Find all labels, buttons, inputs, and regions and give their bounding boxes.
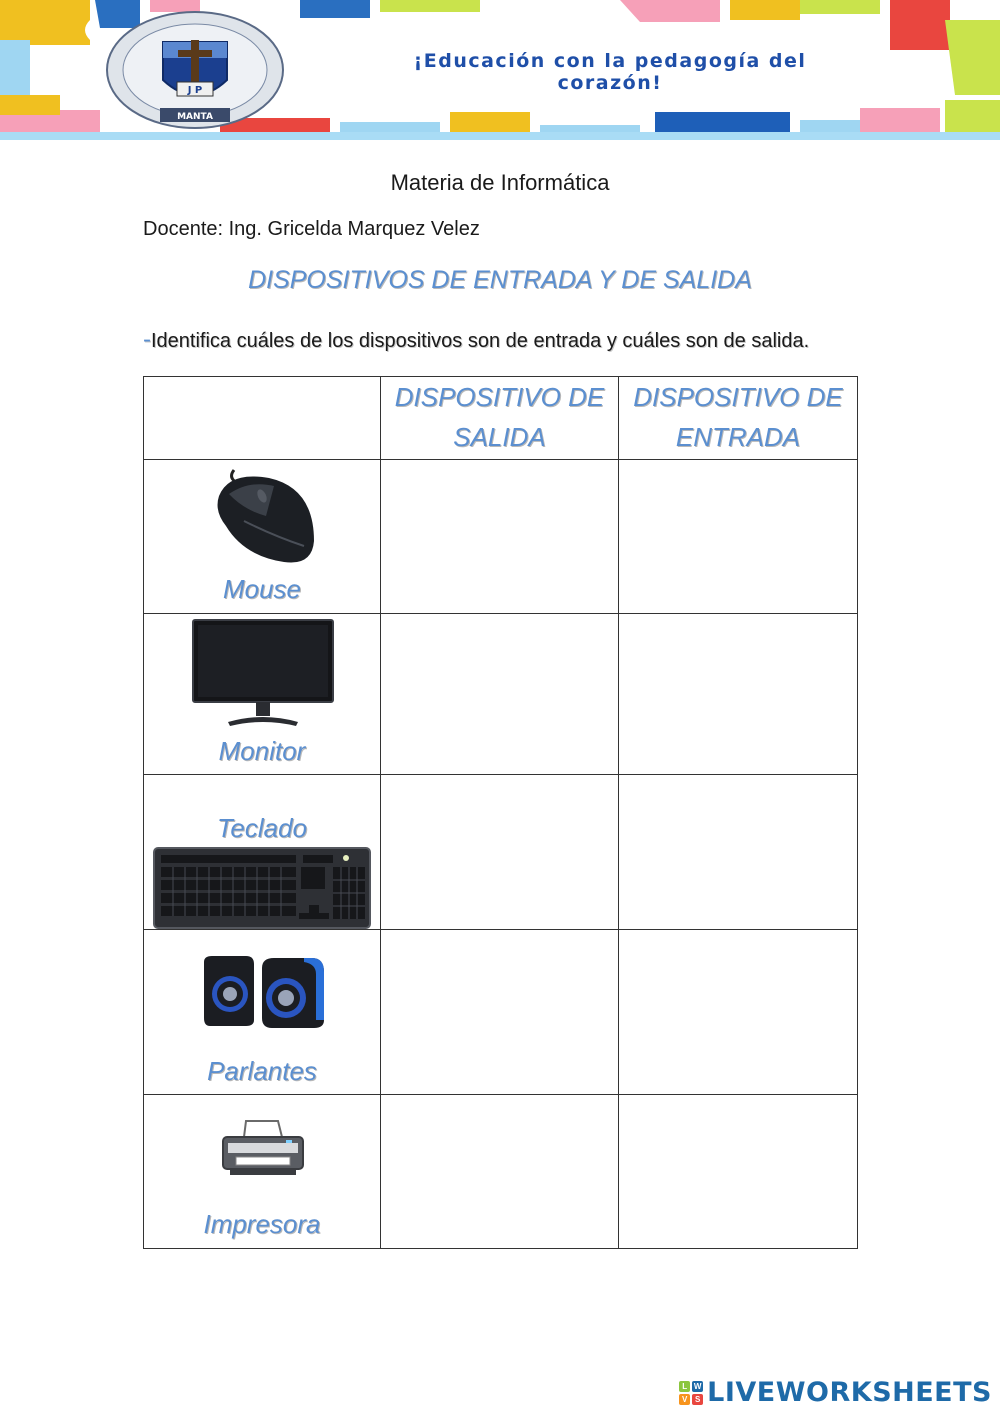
- printer-icon: [220, 1119, 306, 1179]
- liveworksheets-brand: LIVEWORKSHEETS: [707, 1377, 992, 1408]
- brand-icon-letter: S: [692, 1394, 703, 1405]
- brand-icon-letter: W: [693, 1381, 702, 1391]
- device-label: Impresora: [203, 1209, 321, 1239]
- slogan-line-1: ¡Educación con la pedagogía del: [413, 50, 807, 72]
- seal-initials: J P: [187, 85, 203, 96]
- device-cell-speakers: [144, 930, 381, 1095]
- answer-cell-output[interactable]: [381, 614, 619, 775]
- answer-cell-input[interactable]: [619, 460, 858, 614]
- column-header-output: DISPOSITIVO DE SALIDA: [381, 377, 619, 460]
- teacher-name: Docente: Ing. Gricelda Marquez Velez: [143, 218, 480, 240]
- table-row: [144, 775, 858, 930]
- table-row: [144, 614, 858, 775]
- device-label: Teclado: [216, 813, 308, 843]
- instruction-dash: -: [143, 326, 151, 353]
- answer-cell-input[interactable]: [619, 930, 858, 1095]
- device-cell-mouse: [144, 460, 381, 614]
- table-row: [144, 930, 858, 1095]
- worksheet-title: DISPOSITIVOS DE ENTRADA Y DE SALIDA: [248, 266, 752, 294]
- instruction-text: [143, 326, 809, 354]
- school-seal-logo: [105, 10, 285, 130]
- answer-cell-input[interactable]: [619, 614, 858, 775]
- monitor-icon: [192, 618, 334, 730]
- keyboard-icon: [153, 847, 371, 929]
- answer-cell-output[interactable]: [381, 460, 619, 614]
- seal-city: MANTA: [177, 112, 213, 122]
- liveworksheets-icon: [679, 1381, 703, 1405]
- answer-cell-input[interactable]: [619, 1095, 858, 1249]
- speakers-icon: [200, 954, 328, 1030]
- school-slogan: [340, 50, 880, 94]
- device-cell-monitor: [144, 614, 381, 775]
- answer-cell-input[interactable]: [619, 775, 858, 930]
- answer-cell-output[interactable]: [381, 1095, 619, 1249]
- device-label: Monitor: [218, 736, 306, 766]
- brand-icon-letter: V: [679, 1394, 690, 1405]
- subject-heading: Materia de Informática: [390, 170, 610, 195]
- device-label: Parlantes: [207, 1056, 317, 1086]
- header-banner: [0, 0, 1000, 140]
- slogan-line-2: corazón!: [557, 72, 663, 94]
- liveworksheets-logo[interactable]: [679, 1377, 992, 1408]
- device-label: Mouse: [222, 574, 302, 604]
- brand-icon-letter: L: [679, 1381, 690, 1392]
- table-header-row: [144, 377, 858, 460]
- column-header-input: DISPOSITIVO DE ENTRADA: [619, 377, 858, 460]
- answer-cell-output[interactable]: [381, 775, 619, 930]
- table-row: [144, 460, 858, 614]
- devices-table: [143, 376, 858, 1249]
- device-cell-keyboard: [144, 775, 381, 930]
- instruction-body: Identifica cuáles de los dispositivos son de entrada y cuáles son de salida.: [151, 330, 810, 352]
- device-cell-printer: [144, 1095, 381, 1249]
- table-row: [144, 1095, 858, 1249]
- answer-cell-output[interactable]: [381, 930, 619, 1095]
- empty-header-cell: [144, 377, 381, 460]
- mouse-icon: [204, 466, 324, 566]
